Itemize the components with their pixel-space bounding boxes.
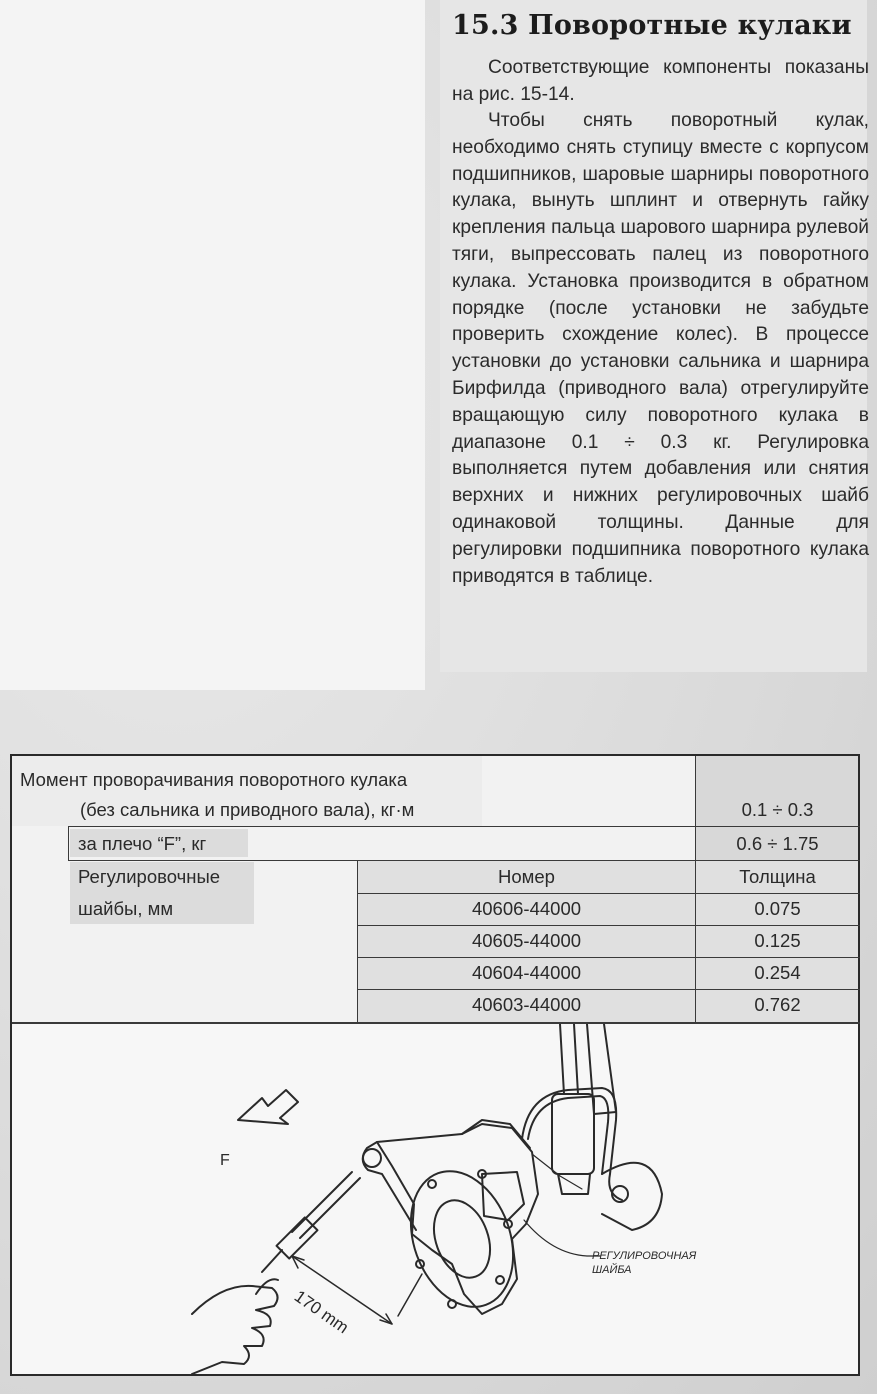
paragraph-components: Соответствующие компоненты показаны на рис. 15-14. — [452, 57, 869, 105]
knuckle-illustration — [12, 1024, 858, 1374]
arm-value: 0.6 ÷ 1.75 — [736, 833, 819, 854]
table-row-line-2 — [68, 860, 860, 861]
section-title: 15.3 Поворотные кулаки — [452, 10, 852, 41]
header-number: Номер — [498, 866, 555, 887]
table-row-number: 40606-44000 — [471, 898, 582, 919]
table-row-line-5 — [357, 957, 860, 958]
table-divider-arm — [68, 826, 69, 860]
paragraph-removal: Чтобы снять поворотный кулак, необходимо снять ступицу вместе с корпусом подшипников, шаровые шарниры поворотного кулака, вынуть шплинт и отвернуть гайку крепления пальца шарового шарнира рулевой тяги, выпрессовать палец из поворотного кулака. Установка производится в обратном порядке (после установки не забудьте проверить схождение колес). В процессе установки до установки сальника и шарнира Бирфилда (приводного вала) отрегулируйте вращающую силу поворотного кулака в диапазоне 0.1 ÷ 0.3 кг. Регулировка выполняется путем добавления или снятия верхних и нижних регулировочных шайб одинаковой толщины. Данные для регулировки подшипника поворотного кулака приводятся в таблице. — [452, 110, 869, 587]
header-thickness: Толщина — [739, 866, 816, 887]
blank-left-area — [0, 0, 425, 690]
arm-label: за плечо “F”, кг — [78, 833, 207, 854]
table-row-number: 40603-44000 — [471, 994, 582, 1015]
torque-label-line2: (без сальника и приводного вала), кг·м — [80, 799, 415, 820]
table-row-thickness: 0.254 — [754, 962, 801, 983]
table-row-number: 40605-44000 — [471, 930, 582, 951]
shims-label-line1: Регулировочные — [78, 866, 221, 887]
torque-value: 0.1 ÷ 0.3 — [741, 799, 814, 820]
table-row-line-4 — [357, 925, 860, 926]
shim-callout-line2: ШАЙБА — [592, 1264, 632, 1276]
force-label: F — [220, 1152, 230, 1169]
table-row-line-1 — [68, 826, 860, 827]
shims-label-line2: шайбы, мм — [78, 898, 174, 919]
table-row-number: 40604-44000 — [471, 962, 582, 983]
shim-callout-line1: РЕГУЛИРОВОЧНАЯ — [592, 1250, 697, 1262]
torque-label-line1: Момент проворачивания поворотного кулака — [20, 769, 408, 790]
table-row-thickness: 0.762 — [754, 994, 801, 1015]
table-row-thickness: 0.075 — [754, 898, 801, 919]
knuckle-drawing — [12, 1024, 858, 1374]
distance-label: 170 mm — [290, 1286, 353, 1338]
table-row-thickness: 0.125 — [754, 930, 801, 951]
table-row-line-6 — [357, 989, 860, 990]
table-row-line-3 — [357, 893, 860, 894]
